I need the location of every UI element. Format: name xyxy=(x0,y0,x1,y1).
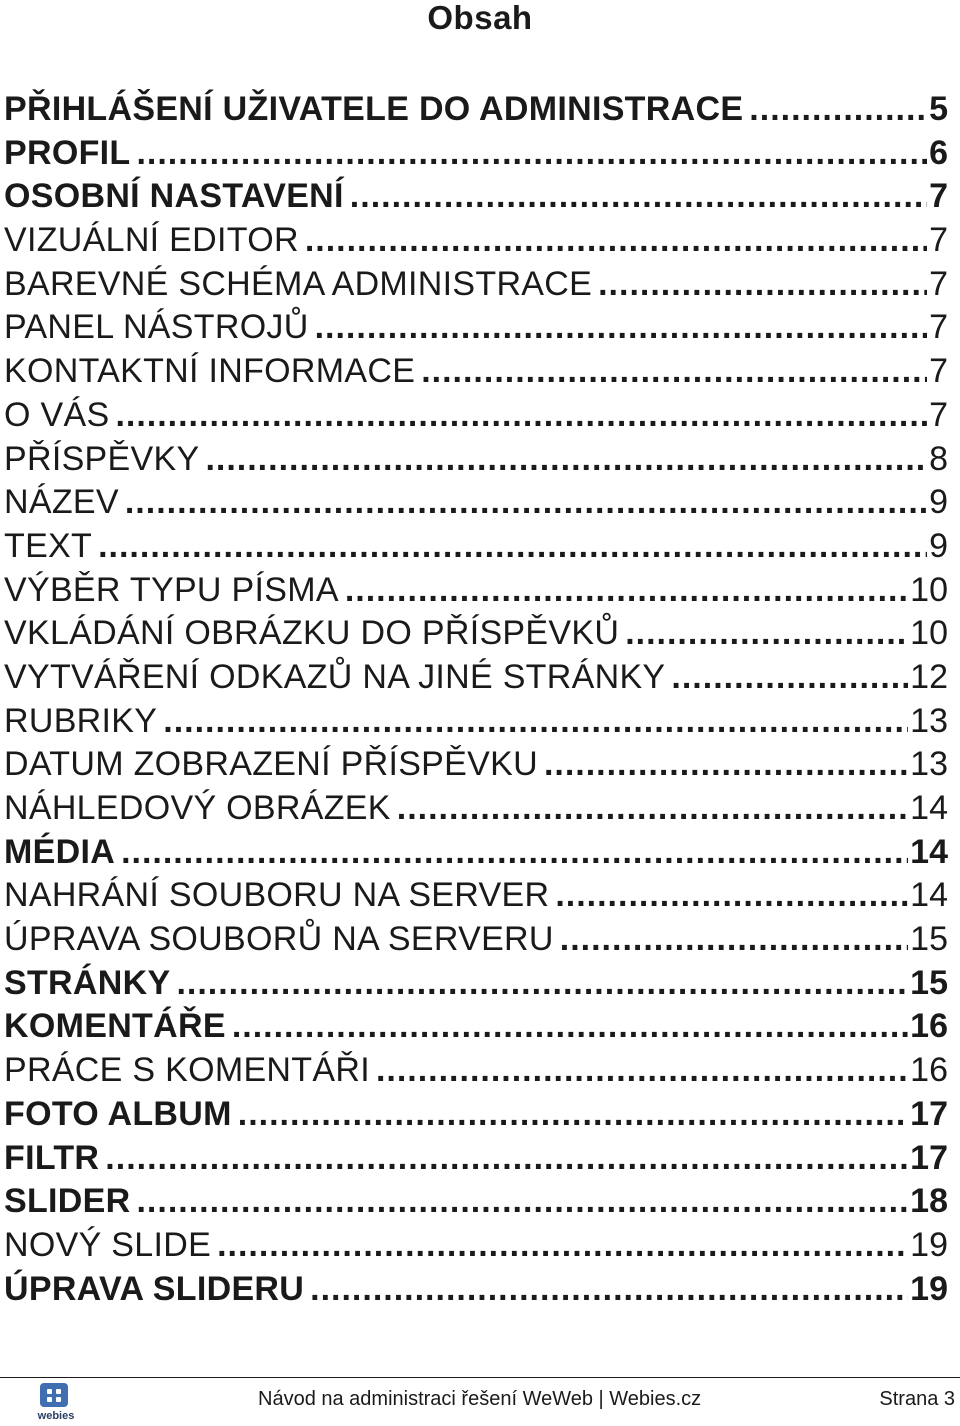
toc-entry-title: FILTR xyxy=(4,1138,100,1177)
toc-entry[interactable] xyxy=(4,1224,948,1268)
footer-text: Návod na administraci řešení WeWeb | Webies.cz xyxy=(258,1388,702,1410)
toc-entry-title: DATUM ZOBRAZENÍ PŘÍSPĚVKU xyxy=(4,745,538,784)
toc-entry[interactable] xyxy=(4,918,948,962)
toc-entry[interactable] xyxy=(4,88,948,132)
toc-entry[interactable] xyxy=(4,831,948,875)
toc-entry-page: 8 xyxy=(929,439,948,478)
toc-dot-leader xyxy=(598,263,927,307)
toc-entry-title: NÁZEV xyxy=(4,483,119,522)
toc-entry[interactable] xyxy=(4,263,948,307)
toc-entry-page: 18 xyxy=(910,1182,948,1221)
toc-dot-leader xyxy=(232,1005,908,1049)
toc-dot-leader xyxy=(544,743,908,787)
toc-entry-page: 15 xyxy=(910,963,948,1002)
toc-dot-leader xyxy=(98,525,927,569)
toc-entry-page: 7 xyxy=(929,177,948,216)
toc-entry-title: TEXT xyxy=(4,526,93,565)
toc-entry[interactable] xyxy=(4,438,948,482)
toc-entry-page: 7 xyxy=(929,395,948,434)
page-title: Obsah xyxy=(427,0,533,36)
toc-entry-page: 12 xyxy=(910,657,948,696)
logo-icon xyxy=(40,1383,68,1407)
toc-entry-title: OSOBNÍ NASTAVENÍ xyxy=(4,177,344,216)
toc-entry[interactable] xyxy=(4,1180,948,1224)
toc-entry[interactable] xyxy=(4,350,948,394)
toc-entry-title: ÚPRAVA SLIDERU xyxy=(4,1269,305,1308)
toc-dot-leader xyxy=(163,700,908,744)
toc-dot-leader xyxy=(305,219,927,263)
toc-entry[interactable] xyxy=(4,1137,948,1181)
toc-dot-leader xyxy=(376,1049,908,1093)
toc-entry-page: 17 xyxy=(910,1138,948,1177)
toc-dot-leader xyxy=(310,1268,908,1312)
toc-dot-leader xyxy=(121,831,908,875)
toc-dot-leader xyxy=(749,88,927,132)
toc-entry-title: RUBRIKY xyxy=(4,701,158,740)
webies-logo xyxy=(30,1383,82,1423)
toc-entry-page: 5 xyxy=(929,90,948,128)
toc-entry-page: 15 xyxy=(910,920,948,959)
toc-entry[interactable] xyxy=(4,394,948,438)
toc-entry[interactable] xyxy=(4,525,948,569)
toc-entry-title: PŘIHLÁŠENÍ UŽIVATELE DO ADMINISTRACE xyxy=(4,90,744,128)
toc-entry-page: 7 xyxy=(929,221,948,260)
footer-page-number: Strana 3 xyxy=(879,1388,955,1410)
toc-entry[interactable] xyxy=(4,569,948,613)
toc-entry-title: PRÁCE S KOMENTÁŘI xyxy=(4,1051,370,1090)
logo-wordmark: webies xyxy=(37,1410,75,1422)
toc-entry-title: STRÁNKY xyxy=(4,963,171,1002)
toc-entry-page: 10 xyxy=(910,614,948,653)
toc-entry-title: ÚPRAVA SOUBORŮ NA SERVERU xyxy=(4,920,554,959)
toc-entry[interactable] xyxy=(4,612,948,656)
toc-entry[interactable] xyxy=(4,962,948,1006)
toc-entry-page: 7 xyxy=(929,352,948,391)
toc-dot-leader xyxy=(217,1224,908,1268)
toc-dot-leader xyxy=(238,1093,908,1137)
toc-entry[interactable] xyxy=(4,743,948,787)
toc-entry-title: VKLÁDÁNÍ OBRÁZKU DO PŘÍSPĚVKŮ xyxy=(4,614,620,653)
toc-entry[interactable] xyxy=(4,132,948,176)
toc-dot-leader xyxy=(315,306,927,350)
toc-entry[interactable] xyxy=(4,787,948,831)
toc-entry-title: PROFIL xyxy=(4,133,131,172)
toc-entry-title: NÁHLEDOVÝ OBRÁZEK xyxy=(4,789,391,827)
toc-entry-page: 6 xyxy=(929,133,948,172)
toc-entry[interactable] xyxy=(4,481,948,525)
toc-entry-page: 17 xyxy=(910,1094,948,1133)
toc-dot-leader xyxy=(176,962,908,1006)
toc-entry[interactable] xyxy=(4,700,948,744)
toc-dot-leader xyxy=(671,656,908,700)
toc-entry-title: BAREVNÉ SCHÉMA ADMINISTRACE xyxy=(4,264,593,303)
toc-entry[interactable] xyxy=(4,1093,948,1137)
toc-entry[interactable] xyxy=(4,175,948,219)
toc-dot-leader xyxy=(125,481,927,525)
toc-entry-title: SLIDER xyxy=(4,1182,131,1221)
toc-entry-page: 19 xyxy=(910,1269,948,1308)
toc-entry-title: PŘÍSPĚVKY xyxy=(4,439,200,478)
toc-entry[interactable] xyxy=(4,219,948,263)
toc-entry-page: 10 xyxy=(910,570,948,609)
toc-entry-title: O VÁS xyxy=(4,395,110,434)
toc-dot-leader xyxy=(136,132,927,176)
toc-entry-title: VIZUÁLNÍ EDITOR xyxy=(4,221,299,260)
toc-entry-title: NOVÝ SLIDE xyxy=(4,1225,212,1264)
toc-dot-leader xyxy=(115,394,927,438)
toc-entry-title: NAHRÁNÍ SOUBORU NA SERVER xyxy=(4,876,550,915)
toc-entry[interactable] xyxy=(4,874,948,918)
table-of-contents xyxy=(4,88,948,1311)
toc-entry-title: PANEL NÁSTROJŮ xyxy=(4,308,309,347)
toc-dot-leader xyxy=(421,350,927,394)
toc-entry-page: 14 xyxy=(910,832,948,871)
toc-entry-title: VÝBĚR TYPU PÍSMA xyxy=(4,570,339,609)
toc-dot-leader xyxy=(555,874,908,918)
toc-dot-leader xyxy=(136,1180,908,1224)
toc-dot-leader xyxy=(560,918,908,962)
toc-dot-leader xyxy=(625,612,908,656)
toc-entry-page: 16 xyxy=(910,1051,948,1090)
toc-entry-page: 19 xyxy=(910,1225,948,1264)
toc-entry-page: 14 xyxy=(910,789,948,827)
toc-entry[interactable] xyxy=(4,306,948,350)
toc-dot-leader xyxy=(397,787,908,831)
toc-entry-page: 7 xyxy=(929,308,948,347)
toc-dot-leader xyxy=(205,438,927,482)
footer-divider xyxy=(0,1377,960,1378)
toc-dot-leader xyxy=(105,1137,908,1181)
toc-entry-page: 13 xyxy=(910,745,948,784)
toc-entry[interactable] xyxy=(4,656,948,700)
toc-entry[interactable] xyxy=(4,1049,948,1093)
toc-entry-title: KOMENTÁŘE xyxy=(4,1007,226,1046)
toc-entry-page: 16 xyxy=(910,1007,948,1046)
toc-entry-page: 7 xyxy=(929,264,948,303)
toc-dot-leader xyxy=(345,569,908,613)
toc-dot-leader xyxy=(350,175,927,219)
toc-entry-title: MÉDIA xyxy=(4,832,116,871)
toc-entry[interactable] xyxy=(4,1005,948,1049)
toc-entry-page: 14 xyxy=(910,876,948,915)
toc-entry-page: 9 xyxy=(929,483,948,522)
toc-entry[interactable] xyxy=(4,1268,948,1312)
toc-entry-title: FOTO ALBUM xyxy=(4,1094,232,1133)
toc-entry-page: 9 xyxy=(929,526,948,565)
toc-entry-page: 13 xyxy=(910,701,948,740)
toc-entry-title: KONTAKTNÍ INFORMACE xyxy=(4,352,416,391)
toc-entry-title: VYTVÁŘENÍ ODKAZŮ NA JINÉ STRÁNKY xyxy=(4,657,666,696)
